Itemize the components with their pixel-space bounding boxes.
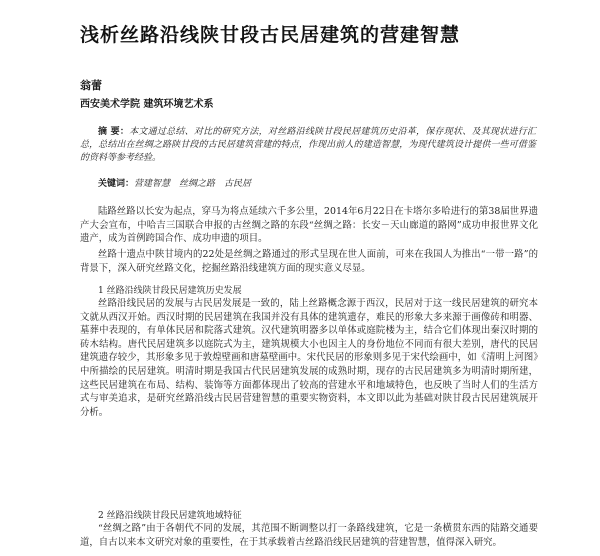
paper-title: 浅析丝路沿线陕甘段古民居建筑的营建智慧: [80, 24, 461, 46]
paragraph-history: 丝路沿线民居的发展与古民居发展是一致的，陆上丝路概念源于西汉，民居对于这一线民居建筑的研究本文就从西汉开始。西汉时期的民居建筑在我国并没有具体的建筑遗存，难民的形象大多来源于画像砖和明器、墓葬中表现的，有单体民居和院落式建筑。汉代建筑明器多以单体或庭院楼为主，结合它们体现出秦汉时期的砖木结构。唐代民居建筑多以庭院式为主，建筑规模大小也因主人的身份地位不同而有很大差别，唐代的民居建筑遗存较少，其形象多见于敦煌壁画和唐墓壁画中。宋代民居的形象则多见于宋代绘画中，如《清明上河图》中所描绘的民居建筑。明清时期是我国古代民居建筑发展的成熟时期，现存的古民居建筑多为明清时期所建，这些民居建筑在布局、结构、装饰等方面都体现出了较高的营建水平和地域特色，也反映了当时人们的生活方式与审美追求，是研究丝路沿线古民居营建智慧的重要实物资料，本文即以此为基础对陕甘段古民居建筑展开分析。: [80, 298, 538, 418]
keywords-text: 营建智慧 丝绸之路 古民居: [134, 179, 252, 189]
author-name: 翁蕾: [80, 79, 102, 92]
keywords: [98, 176, 251, 189]
abstract-label: 摘 要：: [98, 127, 130, 137]
paragraph-intro: 陆路丝路以长安为起点，穿马为将点延续六千多公里，2014年6月22日在卡塔尔多哈进行的第38届世界遗产大会宣布，中哈吉三国联合申报的古丝绸之路的东段“丝绸之路：长安－天山廊道的路网”成功申报世界文化遗产，成为首例跨国合作、成功申遗的项目。: [80, 206, 538, 245]
abstract-text: 本文通过总结、对比的研究方法，对丝路沿线陕甘段民居建筑历史沿革，保存现状、及其现状进行汇总，总结出在丝绸之路陕甘段的古民居建筑营建的特点，作现出前人的建造智慧，为现代建筑设计提供一些可借鉴的资料等参考经验。: [80, 127, 536, 163]
paragraph-background: 丝路十遗点中陕甘境内的22处是丝绸之路通过的形式呈现在世人面前，可来在我国人为推出“一带一路”的背景下，深入研究丝路文化，挖掘丝路沿线建筑方面的现实意义尽显。: [80, 249, 538, 274]
author-affiliation: 西安美术学院 建筑环境艺术系: [80, 99, 214, 110]
keywords-label: 关键词：: [98, 179, 135, 189]
paragraph-regional: “丝绸之路”由于各朝代不同的发展，其范围不断调整以打一条路线建筑，它是一条横贯东西的陆路交通要道，自古以来本文研究对象的重要性，在于其承载着古丝路沿线民居建筑的营建智慧，值得深入研究。: [80, 523, 538, 548]
section-heading-2: 2 丝路沿线陕甘段民居建筑地域特征: [98, 511, 242, 521]
section-heading-1: 1 丝路沿线陕甘段民居建筑历史发展: [98, 286, 242, 296]
abstract: [80, 126, 536, 165]
